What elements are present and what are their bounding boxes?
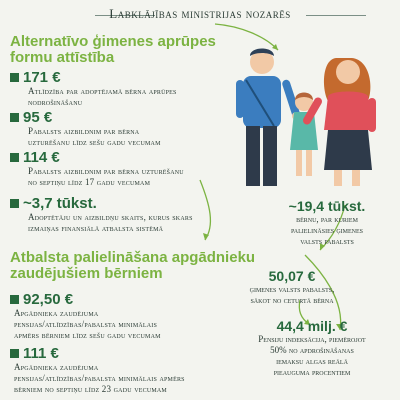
section1-item-4 bbox=[10, 196, 250, 234]
pension-desc: Pensiju indeksācija, piemērojot bbox=[258, 334, 366, 344]
bullet-square-icon bbox=[10, 73, 19, 82]
section1-title bbox=[10, 34, 216, 66]
section1-item-3 bbox=[10, 150, 250, 188]
item-value: 92,50 € bbox=[23, 291, 74, 308]
item-desc: Apgādnieka zaudējuma bbox=[14, 308, 99, 318]
section2-title-line1: Atbalsta palielināšana apgādnieku bbox=[10, 249, 256, 266]
item-value: 171 € bbox=[23, 69, 61, 86]
benefit-desc: sākot no ceturtā bērna bbox=[250, 295, 334, 305]
bullet-square-icon bbox=[10, 153, 19, 162]
pension-desc: iemaksu algas reālā bbox=[276, 356, 348, 366]
pension-value: 44,4 milj. € bbox=[276, 318, 348, 334]
item-value: ~3,7 tūkst. bbox=[23, 195, 97, 212]
families-desc: valsts pabalsts bbox=[300, 236, 354, 246]
item-value: 95 € bbox=[23, 109, 53, 126]
item-desc: nodrošināšanu bbox=[28, 97, 83, 107]
section2-item-1 bbox=[10, 292, 230, 341]
item-desc: bērniem no septiņu līdz 23 gadu vecumam bbox=[14, 384, 167, 394]
families-desc: palielināsies ģimenes bbox=[290, 225, 364, 235]
bullet-square-icon bbox=[10, 199, 19, 208]
section2-title bbox=[10, 250, 255, 282]
section2-item-2 bbox=[10, 346, 240, 395]
section1-item-1 bbox=[10, 70, 240, 108]
pension-desc: pieauguma procentiem bbox=[273, 367, 351, 377]
families-stat bbox=[262, 198, 392, 247]
item-desc: Pabalsts aizbildnim par bērna bbox=[28, 126, 140, 136]
item-desc: pensijas/atlīdzības/pabalsta minimālais apmērs bbox=[14, 373, 185, 383]
benefit-value: 50,07 € bbox=[268, 268, 316, 284]
families-desc: bērnu, par kuriem bbox=[296, 214, 358, 224]
benefit-stat bbox=[222, 268, 362, 306]
item-desc: Adoptētāju un aizbildņu skaits, kurus skars bbox=[28, 212, 193, 222]
page-title: Labklājības ministrijas nozarēs bbox=[109, 6, 291, 21]
bullet-square-icon bbox=[10, 349, 19, 358]
item-desc: apmērs bērniem līdz sešu gadu vecumam bbox=[14, 330, 161, 340]
item-desc: pensijas/atlīdzības/pabalsta minimālais bbox=[14, 319, 158, 329]
item-value: 111 € bbox=[23, 345, 59, 362]
section2-title-line2: zaudējušiem bērniem bbox=[10, 265, 163, 282]
item-value: 114 € bbox=[23, 149, 60, 166]
bullet-square-icon bbox=[10, 295, 19, 304]
item-desc: Atlīdzība par adoptējamā bērna aprūpes bbox=[28, 86, 177, 96]
item-desc: izmaiņas finansiālā atbalsta sistēmā bbox=[28, 223, 164, 233]
section1-item-2 bbox=[10, 110, 240, 148]
pension-stat bbox=[232, 318, 392, 378]
families-value: ~19,4 tūkst. bbox=[288, 198, 366, 214]
item-desc: Pabalsts aizbildnim par bērna uzturēšanu bbox=[28, 166, 184, 176]
item-desc: uzturēšanu līdz sešu gadu vecumam bbox=[28, 137, 161, 147]
item-desc: no septiņu līdz 17 gadu vecumam bbox=[28, 177, 151, 187]
item-desc: Apgādnieka zaudējuma bbox=[14, 362, 99, 372]
section1-title-line2: formu attīstība bbox=[10, 49, 115, 66]
pension-desc: 50% no apdrošināšanas bbox=[270, 345, 354, 355]
benefit-desc: ģimenes valsts pabalsts, bbox=[249, 284, 335, 294]
section1-title-line1: Alternatīvo ģimenes aprūpes bbox=[10, 33, 216, 50]
bullet-square-icon bbox=[10, 113, 19, 122]
